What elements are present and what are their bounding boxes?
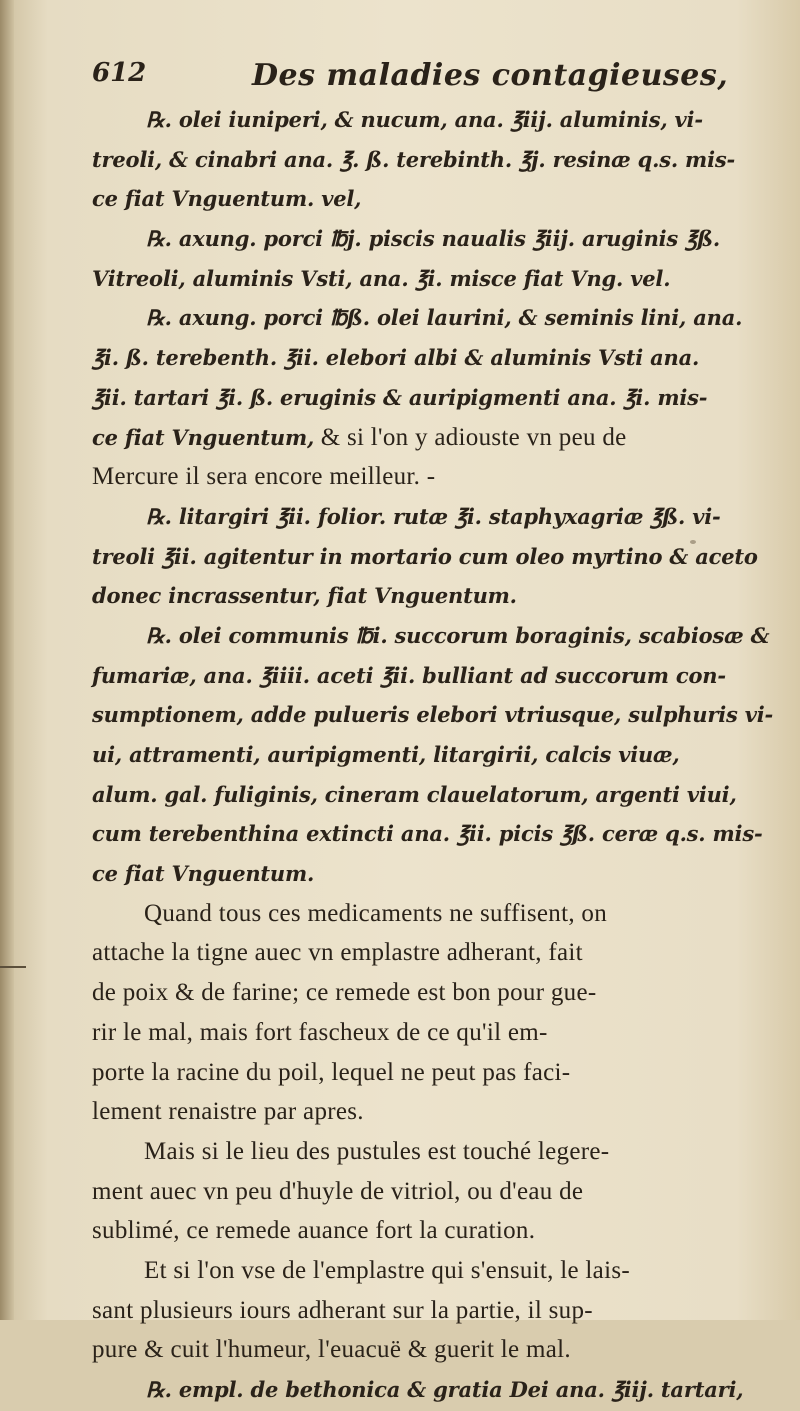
text-line (92, 735, 772, 775)
latin-text: ℞. empl. de bethonica & gratia Dei ana. ℥iij. tartari, (146, 1377, 744, 1402)
text-line (92, 1092, 772, 1132)
latin-text: ℥ii. tartari ℥i. ß. eruginis & auripigmenti ana. ℥i. mis- (92, 384, 708, 410)
text-line (92, 259, 772, 299)
page-header (92, 58, 732, 102)
latin-text: treoli ℥ii. agitentur in mortario cum oleo myrtino & aceto (92, 543, 758, 569)
french-text: Mercure il sera encore meilleur. - (92, 463, 436, 491)
text-line (92, 457, 772, 497)
text-line (92, 894, 772, 934)
text-line (92, 1013, 772, 1053)
french-text: ment auec vn peu d'huyle de vitriol, ou d'eau de (92, 1177, 584, 1205)
latin-text: ℞. olei communis ℔i. succorum boraginis, scabiosæ & (146, 622, 770, 648)
page-number: 612 (92, 58, 147, 88)
text-line (92, 973, 772, 1013)
latin-text: ℞. axung. porci ℔ß. olei laurini, & seminis lini, ana. (146, 305, 743, 331)
latin-text: ce fiat Vnguentum, (92, 424, 315, 450)
latin-text: Vitreoli, aluminis Vsti, ana. ℥i. misce fiat Vng. vel. (92, 265, 671, 291)
text-line (92, 219, 772, 259)
text-line (92, 616, 772, 656)
page-body-text (92, 100, 772, 1410)
text-line (92, 1053, 772, 1093)
text-line (92, 1330, 772, 1370)
latin-text: cum terebenthina extincti ana. ℥ii. picis ℥ß. ceræ q.s. mis- (92, 821, 763, 847)
text-line (92, 933, 772, 973)
latin-text: treoli, & cinabri ana. ℥. ß. terebinth. ℥j. resinæ q.s. mis- (92, 146, 735, 172)
text-line (92, 378, 772, 418)
french-text: sublimé, ce remede auance fort la curation. (92, 1217, 536, 1245)
latin-text: ℞. litargiri ℥ii. folior. rutæ ℥i. staphyxagriæ ℥ß. vi- (146, 503, 721, 529)
text-line (92, 1172, 772, 1212)
french-text: lement renaistre par apres. (92, 1098, 364, 1126)
text-line (92, 298, 772, 338)
french-text: sant plusieurs iours adherant sur la partie, il sup- (92, 1296, 593, 1324)
text-line (92, 418, 772, 458)
french-text: porte la racine du poil, lequel ne peut pas faci- (92, 1058, 571, 1086)
text-line (92, 775, 772, 815)
french-text: attache la tigne auec vn emplastre adherant, fait (92, 939, 583, 967)
text-line (92, 656, 772, 696)
french-text: Quand tous ces medicaments ne suffisent, on (144, 899, 608, 927)
text-line (92, 695, 772, 735)
latin-text: ce fiat Vnguentum. vel, (92, 186, 362, 212)
latin-text: ui, attramenti, auripigmenti, litargirii, calcis viuæ, (92, 742, 680, 767)
text-line (92, 497, 772, 537)
french-text: Et si l'on vse de l'emplastre qui s'ensuit, le lais- (144, 1256, 630, 1284)
text-line (92, 1132, 772, 1172)
text-line (92, 100, 772, 140)
latin-text: ce fiat Vnguentum. (92, 861, 315, 887)
text-line (92, 814, 772, 854)
text-line (92, 537, 772, 577)
text-line (92, 140, 772, 180)
text-line (92, 576, 772, 616)
text-line (92, 1211, 772, 1251)
latin-text: sumptionem, adde pulueris elebori vtriusque, sulphuris vi- (92, 702, 774, 728)
french-text: Mais si le lieu des pustules est touché legere- (144, 1137, 610, 1165)
latin-text: fumariæ, ana. ℥iiii. aceti ℥ii. bulliant ad succorum con- (92, 662, 726, 688)
margin-mark (0, 966, 26, 968)
running-head: Des maladies contagieuses, (252, 58, 729, 93)
latin-text: alum. gal. fuliginis, cineram clauelatorum, argenti viui, (92, 781, 737, 807)
text-line (92, 1291, 772, 1331)
text-line (92, 1251, 772, 1291)
latin-text: ℥i. ß. terebenth. ℥ii. elebori albi & aluminis Vsti ana. (92, 345, 700, 371)
latin-text: ℞. axung. porci ℔j. piscis naualis ℥iij. aruginis ℥ß. (146, 226, 720, 252)
french-text: & si l'on y adiouste vn peu de (314, 423, 627, 451)
text-line (92, 854, 772, 894)
french-text: rir le mal, mais fort fascheux de ce qu'il em- (92, 1018, 548, 1046)
binding-gutter (0, 0, 14, 1320)
text-line (92, 1370, 772, 1410)
latin-text: donec incrassentur, fiat Vnguentum. (92, 583, 517, 609)
french-text: pure & cuit l'humeur, l'euacuë & guerit le mal. (92, 1336, 571, 1364)
latin-text: ℞. olei iuniperi, & nucum, ana. ℥iij. aluminis, vi- (146, 107, 703, 132)
french-text: de poix & de farine; ce remede est bon pour gue- (92, 979, 597, 1007)
text-line (92, 338, 772, 378)
text-line (92, 179, 772, 219)
